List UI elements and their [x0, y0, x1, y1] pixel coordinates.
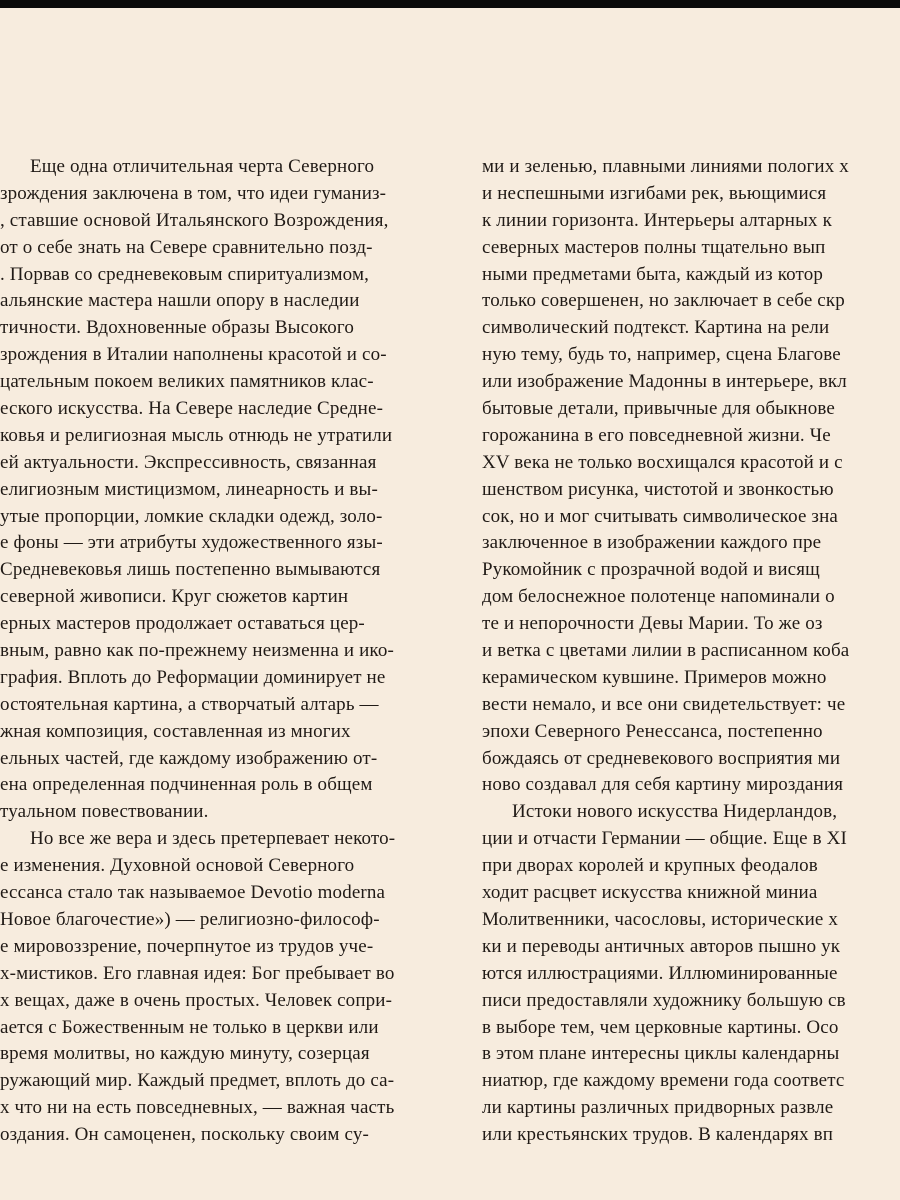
- text-line: писи предоставляли художнику большую св: [482, 989, 846, 1011]
- text-column-right: [482, 154, 900, 1149]
- text-line: е фоны — эти атрибуты художественного язы-: [0, 532, 383, 554]
- text-line: ми и зеленью, плавными линиями пологих х: [482, 156, 849, 177]
- text-line: е мировоззрение, почерпнутое из трудов уче-: [0, 935, 374, 957]
- text-line: . Порвав со средневековым спиритуализмом,: [0, 263, 370, 285]
- text-line: только совершенен, но заключает в себе скр: [482, 290, 845, 312]
- text-line: заключенное в изображении каждого пре: [482, 532, 822, 554]
- text-line: сок, но и мог считывать символическое зна: [482, 505, 838, 527]
- text-line: те и непорочности Девы Марии. То же оз: [482, 613, 823, 635]
- text-line: оздания. Он самоценен, поскольку своим су-: [0, 1124, 369, 1146]
- text-line: х вещах, даже в очень простых. Человек сопри-: [0, 989, 393, 1011]
- text-line: Новое благочестие») — религиозно-философ-: [0, 908, 380, 930]
- text-line: альянские мастера нашли опору в наследии: [0, 290, 360, 312]
- text-line: , ставшие основой Итальянского Возрождения,: [0, 209, 389, 231]
- text-line: бождаясь от средневекового восприятия ми: [482, 747, 841, 769]
- text-line: ходит расцвет искусства книжной миниа: [482, 882, 818, 904]
- text-line: дом белоснежное полотенце напоминали о: [482, 586, 835, 608]
- text-line: ельных частей, где каждому изображению от-: [0, 747, 378, 769]
- text-line: Истоки нового искусства Нидерландов,: [512, 801, 838, 823]
- text-line: горожанина в его повседневной жизни. Че: [482, 424, 831, 446]
- text-line: зрождения заключена в том, что идеи гуманиз-: [0, 182, 387, 204]
- text-line: ается с Божественным не только в церкви или: [0, 1016, 379, 1038]
- text-line: х-мистиков. Его главная идея: Бог пребывает во: [0, 962, 395, 984]
- text-line: ена определенная подчиненная роль в общем: [0, 774, 373, 796]
- text-line: Рукомойник с прозрачной водой и висящ: [482, 559, 820, 581]
- text-line: туальном повествовании.: [0, 801, 209, 823]
- text-line: х что ни на есть повседневных, — важная часть: [0, 1097, 395, 1119]
- text-line: жная композиция, составленная из многих: [0, 720, 351, 742]
- text-line: вести немало, и все они свидетельствует: че: [482, 693, 846, 715]
- text-line: ли картины различных придворных развле: [482, 1097, 834, 1119]
- text-line: от о себе знать на Севере сравнительно позд-: [0, 236, 373, 258]
- text-line: цательным покоем великих памятников клас-: [0, 371, 374, 393]
- text-line: в выборе тем, чем церковные картины. Осо: [482, 1016, 839, 1038]
- text-line: еского искусства. На Севере наследие Средне-: [0, 398, 384, 420]
- text-line: ковья и религиозная мысль отнюдь не утратили: [0, 424, 393, 446]
- text-line: шенством рисунка, чистотой и звонкостью: [482, 478, 834, 500]
- text-column-left: [0, 154, 452, 1149]
- text-line: ными предметами быта, каждый из котор: [482, 263, 824, 285]
- text-line: бытовые детали, привычные для обыкнове: [482, 398, 835, 420]
- text-line: Но все же вера и здесь претерпевает некото-: [30, 828, 396, 850]
- text-line: эпохи Северного Ренессанса, постепенно: [482, 720, 823, 742]
- text-line: к линии горизонта. Интерьеры алтарных к: [482, 209, 832, 231]
- text-line: северных мастеров полны тщательно вып: [482, 236, 826, 258]
- text-line: при дворах королей и крупных феодалов: [482, 855, 818, 877]
- text-line: ются иллюстрациями. Иллюминированные: [482, 962, 838, 984]
- text-line: и неспешными изгибами рек, вьющимися: [482, 182, 827, 204]
- text-line: ей актуальности. Экспрессивность, связанная: [0, 451, 377, 473]
- text-line: ниатюр, где каждому времени года соответс: [482, 1070, 845, 1092]
- text-line: е изменения. Духовной основой Северного: [0, 855, 355, 877]
- text-line: ерных мастеров продолжает оставаться цер-: [0, 613, 365, 635]
- top-black-bar: [0, 0, 900, 8]
- text-line: графия. Вплоть до Реформации доминирует не: [0, 666, 386, 688]
- text-line: ную тему, будь то, например, сцена Благове: [482, 344, 841, 366]
- text-line: ессанса стало так называемое Devotio moderna: [0, 882, 386, 904]
- text-line: Молитвенники, часословы, исторические х: [482, 908, 839, 930]
- text-line: остоятельная картина, а створчатый алтарь —: [0, 693, 379, 715]
- text-line: Средневековья лишь постепенно вымываются: [0, 559, 381, 581]
- text-line: ружающий мир. Каждый предмет, вплоть до са-: [0, 1070, 395, 1092]
- text-line: символический подтекст. Картина на рели: [482, 317, 830, 339]
- text-line: северной живописи. Круг сюжетов картин: [0, 586, 349, 608]
- text-line: Еще одна отличительная черта Северного: [30, 156, 375, 177]
- text-line: или крестьянских трудов. В календарях вп: [482, 1124, 834, 1146]
- text-line: XV века не только восхищался красотой и с: [482, 451, 843, 473]
- text-line: вным, равно как по-прежнему неизменна и ико-: [0, 640, 394, 662]
- text-line: время молитвы, но каждую минуту, созерцая: [0, 1043, 370, 1065]
- text-line: керамическом кувшине. Примеров можно: [482, 666, 827, 688]
- text-line: зрождения в Италии наполнены красотой и со-: [0, 344, 387, 366]
- text-line: ки и переводы античных авторов пышно ук: [482, 935, 841, 957]
- text-line: или изображение Мадонны в интерьере, вкл: [482, 371, 847, 393]
- text-line: утые пропорции, ломкие складки одежд, золо-: [0, 505, 383, 527]
- text-line: в этом плане интересны циклы календарны: [482, 1043, 840, 1065]
- text-line: ции и отчасти Германии — общие. Еще в XI: [482, 828, 847, 850]
- text-line: тичности. Вдохновенные образы Высокого: [0, 317, 354, 339]
- text-line: ново создавал для себя картину мироздания: [482, 774, 844, 796]
- text-line: елигиозным мистицизмом, линеарность и вы-: [0, 478, 378, 500]
- text-line: и ветка с цветами лилии в расписанном коба: [482, 640, 850, 662]
